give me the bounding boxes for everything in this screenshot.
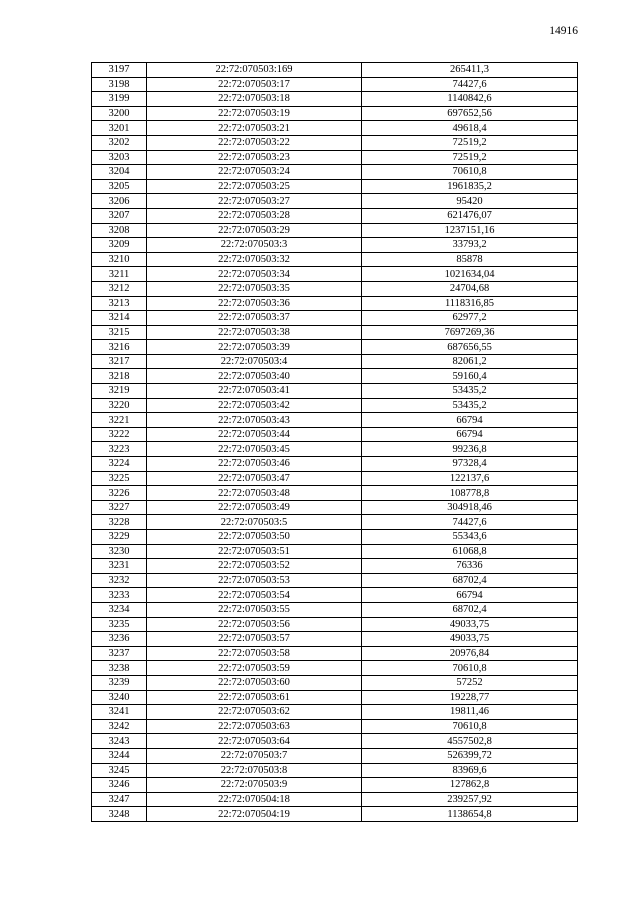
cadastral-number-cell: 22:72:070503:56 <box>147 617 362 632</box>
row-number-cell: 3230 <box>92 544 147 559</box>
row-number-cell: 3198 <box>92 77 147 92</box>
row-number-cell: 3203 <box>92 150 147 165</box>
table-row <box>92 442 578 457</box>
value-cell: 70610,8 <box>362 719 578 734</box>
table-row <box>92 413 578 428</box>
row-number-cell: 3224 <box>92 457 147 472</box>
row-number-cell: 3229 <box>92 530 147 545</box>
table-row <box>92 179 578 194</box>
table-row <box>92 646 578 661</box>
value-cell: 127862,8 <box>362 778 578 793</box>
table-row <box>92 500 578 515</box>
row-number-cell: 3244 <box>92 748 147 763</box>
value-cell: 24704,68 <box>362 281 578 296</box>
table-row <box>92 296 578 311</box>
value-cell: 19811,46 <box>362 705 578 720</box>
value-cell: 1021634,04 <box>362 267 578 282</box>
row-number-cell: 3237 <box>92 646 147 661</box>
row-number-cell: 3236 <box>92 632 147 647</box>
table-row <box>92 530 578 545</box>
row-number-cell: 3239 <box>92 675 147 690</box>
table-row <box>92 208 578 223</box>
cadastral-number-cell: 22:72:070503:63 <box>147 719 362 734</box>
row-number-cell: 3233 <box>92 588 147 603</box>
value-cell: 19228,77 <box>362 690 578 705</box>
cadastral-number-cell: 22:72:070503:29 <box>147 223 362 238</box>
value-cell: 7697269,36 <box>362 325 578 340</box>
cadastral-number-cell: 22:72:070503:48 <box>147 486 362 501</box>
row-number-cell: 3225 <box>92 471 147 486</box>
value-cell: 49033,75 <box>362 617 578 632</box>
table-row <box>92 92 578 107</box>
row-number-cell: 3240 <box>92 690 147 705</box>
row-number-cell: 3227 <box>92 500 147 515</box>
table-row <box>92 471 578 486</box>
table-row <box>92 135 578 150</box>
value-cell: 85878 <box>362 252 578 267</box>
table-row <box>92 238 578 253</box>
cadastral-number-cell: 22:72:070503:60 <box>147 675 362 690</box>
table-row <box>92 763 578 778</box>
cadastral-number-cell: 22:72:070503:9 <box>147 778 362 793</box>
cadastral-number-cell: 22:72:070503:34 <box>147 267 362 282</box>
cadastral-number-cell: 22:72:070503:19 <box>147 106 362 121</box>
cadastral-number-cell: 22:72:070503:55 <box>147 602 362 617</box>
cadastral-number-cell: 22:72:070503:42 <box>147 398 362 413</box>
cadastral-number-cell: 22:72:070503:24 <box>147 165 362 180</box>
cadastral-number-cell: 22:72:070503:21 <box>147 121 362 136</box>
value-cell: 1237151,16 <box>362 223 578 238</box>
table-row <box>92 675 578 690</box>
value-cell: 70610,8 <box>362 165 578 180</box>
cadastral-number-cell: 22:72:070503:38 <box>147 325 362 340</box>
value-cell: 687656,55 <box>362 340 578 355</box>
table-row <box>92 544 578 559</box>
value-cell: 97328,4 <box>362 457 578 472</box>
row-number-cell: 3246 <box>92 778 147 793</box>
table-row <box>92 384 578 399</box>
cadastral-number-cell: 22:72:070503:51 <box>147 544 362 559</box>
value-cell: 1118316,85 <box>362 296 578 311</box>
table-row <box>92 311 578 326</box>
table-row <box>92 588 578 603</box>
table-row <box>92 252 578 267</box>
cadastral-number-cell: 22:72:070503:44 <box>147 427 362 442</box>
cadastral-number-cell: 22:72:070503:58 <box>147 646 362 661</box>
row-number-cell: 3219 <box>92 384 147 399</box>
row-number-cell: 3214 <box>92 311 147 326</box>
cadastral-number-cell: 22:72:070503:37 <box>147 311 362 326</box>
table-row <box>92 792 578 807</box>
table-row <box>92 705 578 720</box>
value-cell: 621476,07 <box>362 208 578 223</box>
value-cell: 68702,4 <box>362 602 578 617</box>
table-row <box>92 165 578 180</box>
value-cell: 72519,2 <box>362 150 578 165</box>
value-cell: 1961835,2 <box>362 179 578 194</box>
table-row <box>92 719 578 734</box>
table-body <box>92 63 578 822</box>
page-number: 14916 <box>549 25 578 37</box>
table-row <box>92 734 578 749</box>
value-cell: 59160,4 <box>362 369 578 384</box>
table-row <box>92 778 578 793</box>
value-cell: 1138654,8 <box>362 807 578 822</box>
cadastral-number-cell: 22:72:070503:52 <box>147 559 362 574</box>
row-number-cell: 3201 <box>92 121 147 136</box>
row-number-cell: 3216 <box>92 340 147 355</box>
cadastral-number-cell: 22:72:070503:45 <box>147 442 362 457</box>
value-cell: 55343,6 <box>362 530 578 545</box>
value-cell: 122137,6 <box>362 471 578 486</box>
row-number-cell: 3207 <box>92 208 147 223</box>
row-number-cell: 3242 <box>92 719 147 734</box>
table-row <box>92 63 578 78</box>
row-number-cell: 3231 <box>92 559 147 574</box>
row-number-cell: 3204 <box>92 165 147 180</box>
cadastral-number-cell: 22:72:070503:50 <box>147 530 362 545</box>
table-row <box>92 281 578 296</box>
table-row <box>92 632 578 647</box>
row-number-cell: 3247 <box>92 792 147 807</box>
value-cell: 82061,2 <box>362 354 578 369</box>
table-row <box>92 515 578 530</box>
row-number-cell: 3210 <box>92 252 147 267</box>
row-number-cell: 3212 <box>92 281 147 296</box>
value-cell: 57252 <box>362 675 578 690</box>
table-row <box>92 573 578 588</box>
row-number-cell: 3211 <box>92 267 147 282</box>
value-cell: 76336 <box>362 559 578 574</box>
cadastral-number-cell: 22:72:070503:23 <box>147 150 362 165</box>
cadastral-number-cell: 22:72:070503:40 <box>147 369 362 384</box>
row-number-cell: 3218 <box>92 369 147 384</box>
value-cell: 68702,4 <box>362 573 578 588</box>
table-row <box>92 748 578 763</box>
cadastral-number-cell: 22:72:070503:57 <box>147 632 362 647</box>
table-row <box>92 617 578 632</box>
cadastral-number-cell: 22:72:070503:47 <box>147 471 362 486</box>
cadastral-number-cell: 22:72:070503:59 <box>147 661 362 676</box>
row-number-cell: 3228 <box>92 515 147 530</box>
table-row <box>92 121 578 136</box>
value-cell: 239257,92 <box>362 792 578 807</box>
row-number-cell: 3200 <box>92 106 147 121</box>
value-cell: 66794 <box>362 588 578 603</box>
cadastral-number-cell: 22:72:070503:4 <box>147 354 362 369</box>
table-row <box>92 340 578 355</box>
table-row <box>92 661 578 676</box>
row-number-cell: 3235 <box>92 617 147 632</box>
cadastral-number-cell: 22:72:070503:22 <box>147 135 362 150</box>
value-cell: 304918,46 <box>362 500 578 515</box>
row-number-cell: 3197 <box>92 63 147 78</box>
value-cell: 526399,72 <box>362 748 578 763</box>
value-cell: 53435,2 <box>362 398 578 413</box>
cadastral-number-cell: 22:72:070503:61 <box>147 690 362 705</box>
cadastral-number-cell: 22:72:070503:64 <box>147 734 362 749</box>
cadastral-number-cell: 22:72:070503:27 <box>147 194 362 209</box>
value-cell: 49033,75 <box>362 632 578 647</box>
row-number-cell: 3238 <box>92 661 147 676</box>
table-row <box>92 150 578 165</box>
cadastral-number-cell: 22:72:070503:3 <box>147 238 362 253</box>
cadastral-number-cell: 22:72:070503:18 <box>147 92 362 107</box>
data-table <box>91 62 578 822</box>
table-row <box>92 457 578 472</box>
table-row <box>92 354 578 369</box>
row-number-cell: 3226 <box>92 486 147 501</box>
row-number-cell: 3215 <box>92 325 147 340</box>
row-number-cell: 3243 <box>92 734 147 749</box>
cadastral-number-cell: 22:72:070503:28 <box>147 208 362 223</box>
value-cell: 4557502,8 <box>362 734 578 749</box>
cadastral-number-cell: 22:72:070503:169 <box>147 63 362 78</box>
row-number-cell: 3221 <box>92 413 147 428</box>
row-number-cell: 3220 <box>92 398 147 413</box>
row-number-cell: 3232 <box>92 573 147 588</box>
cadastral-number-cell: 22:72:070503:7 <box>147 748 362 763</box>
table-row <box>92 427 578 442</box>
value-cell: 66794 <box>362 413 578 428</box>
cadastral-number-cell: 22:72:070503:41 <box>147 384 362 399</box>
row-number-cell: 3248 <box>92 807 147 822</box>
cadastral-number-cell: 22:72:070503:8 <box>147 763 362 778</box>
value-cell: 74427,6 <box>362 77 578 92</box>
row-number-cell: 3223 <box>92 442 147 457</box>
row-number-cell: 3245 <box>92 763 147 778</box>
table-row <box>92 486 578 501</box>
value-cell: 697652,56 <box>362 106 578 121</box>
cadastral-number-cell: 22:72:070503:17 <box>147 77 362 92</box>
row-number-cell: 3222 <box>92 427 147 442</box>
value-cell: 83969,6 <box>362 763 578 778</box>
row-number-cell: 3206 <box>92 194 147 209</box>
row-number-cell: 3208 <box>92 223 147 238</box>
value-cell: 20976,84 <box>362 646 578 661</box>
value-cell: 74427,6 <box>362 515 578 530</box>
cadastral-number-cell: 22:72:070503:53 <box>147 573 362 588</box>
value-cell: 265411,3 <box>362 63 578 78</box>
value-cell: 95420 <box>362 194 578 209</box>
cadastral-number-cell: 22:72:070503:62 <box>147 705 362 720</box>
cadastral-number-cell: 22:72:070504:19 <box>147 807 362 822</box>
row-number-cell: 3217 <box>92 354 147 369</box>
table-row <box>92 223 578 238</box>
table-row <box>92 325 578 340</box>
row-number-cell: 3209 <box>92 238 147 253</box>
cadastral-number-cell: 22:72:070503:36 <box>147 296 362 311</box>
value-cell: 49618,4 <box>362 121 578 136</box>
cadastral-number-cell: 22:72:070503:54 <box>147 588 362 603</box>
cadastral-number-cell: 22:72:070503:35 <box>147 281 362 296</box>
table-row <box>92 807 578 822</box>
table-row <box>92 369 578 384</box>
table-row <box>92 602 578 617</box>
cadastral-number-cell: 22:72:070503:49 <box>147 500 362 515</box>
table-row <box>92 194 578 209</box>
table-row <box>92 267 578 282</box>
value-cell: 62977,2 <box>362 311 578 326</box>
value-cell: 99236,8 <box>362 442 578 457</box>
table-row <box>92 559 578 574</box>
table-row <box>92 106 578 121</box>
value-cell: 61068,8 <box>362 544 578 559</box>
row-number-cell: 3241 <box>92 705 147 720</box>
cadastral-number-cell: 22:72:070503:43 <box>147 413 362 428</box>
row-number-cell: 3199 <box>92 92 147 107</box>
value-cell: 33793,2 <box>362 238 578 253</box>
table-row <box>92 690 578 705</box>
cadastral-number-cell: 22:72:070504:18 <box>147 792 362 807</box>
cadastral-number-cell: 22:72:070503:46 <box>147 457 362 472</box>
row-number-cell: 3213 <box>92 296 147 311</box>
cadastral-number-cell: 22:72:070503:5 <box>147 515 362 530</box>
row-number-cell: 3234 <box>92 602 147 617</box>
value-cell: 53435,2 <box>362 384 578 399</box>
value-cell: 72519,2 <box>362 135 578 150</box>
value-cell: 1140842,6 <box>362 92 578 107</box>
cadastral-number-cell: 22:72:070503:32 <box>147 252 362 267</box>
cadastral-number-cell: 22:72:070503:39 <box>147 340 362 355</box>
cadastral-number-cell: 22:72:070503:25 <box>147 179 362 194</box>
row-number-cell: 3202 <box>92 135 147 150</box>
table-row <box>92 77 578 92</box>
table-row <box>92 398 578 413</box>
value-cell: 66794 <box>362 427 578 442</box>
value-cell: 70610,8 <box>362 661 578 676</box>
value-cell: 108778,8 <box>362 486 578 501</box>
row-number-cell: 3205 <box>92 179 147 194</box>
